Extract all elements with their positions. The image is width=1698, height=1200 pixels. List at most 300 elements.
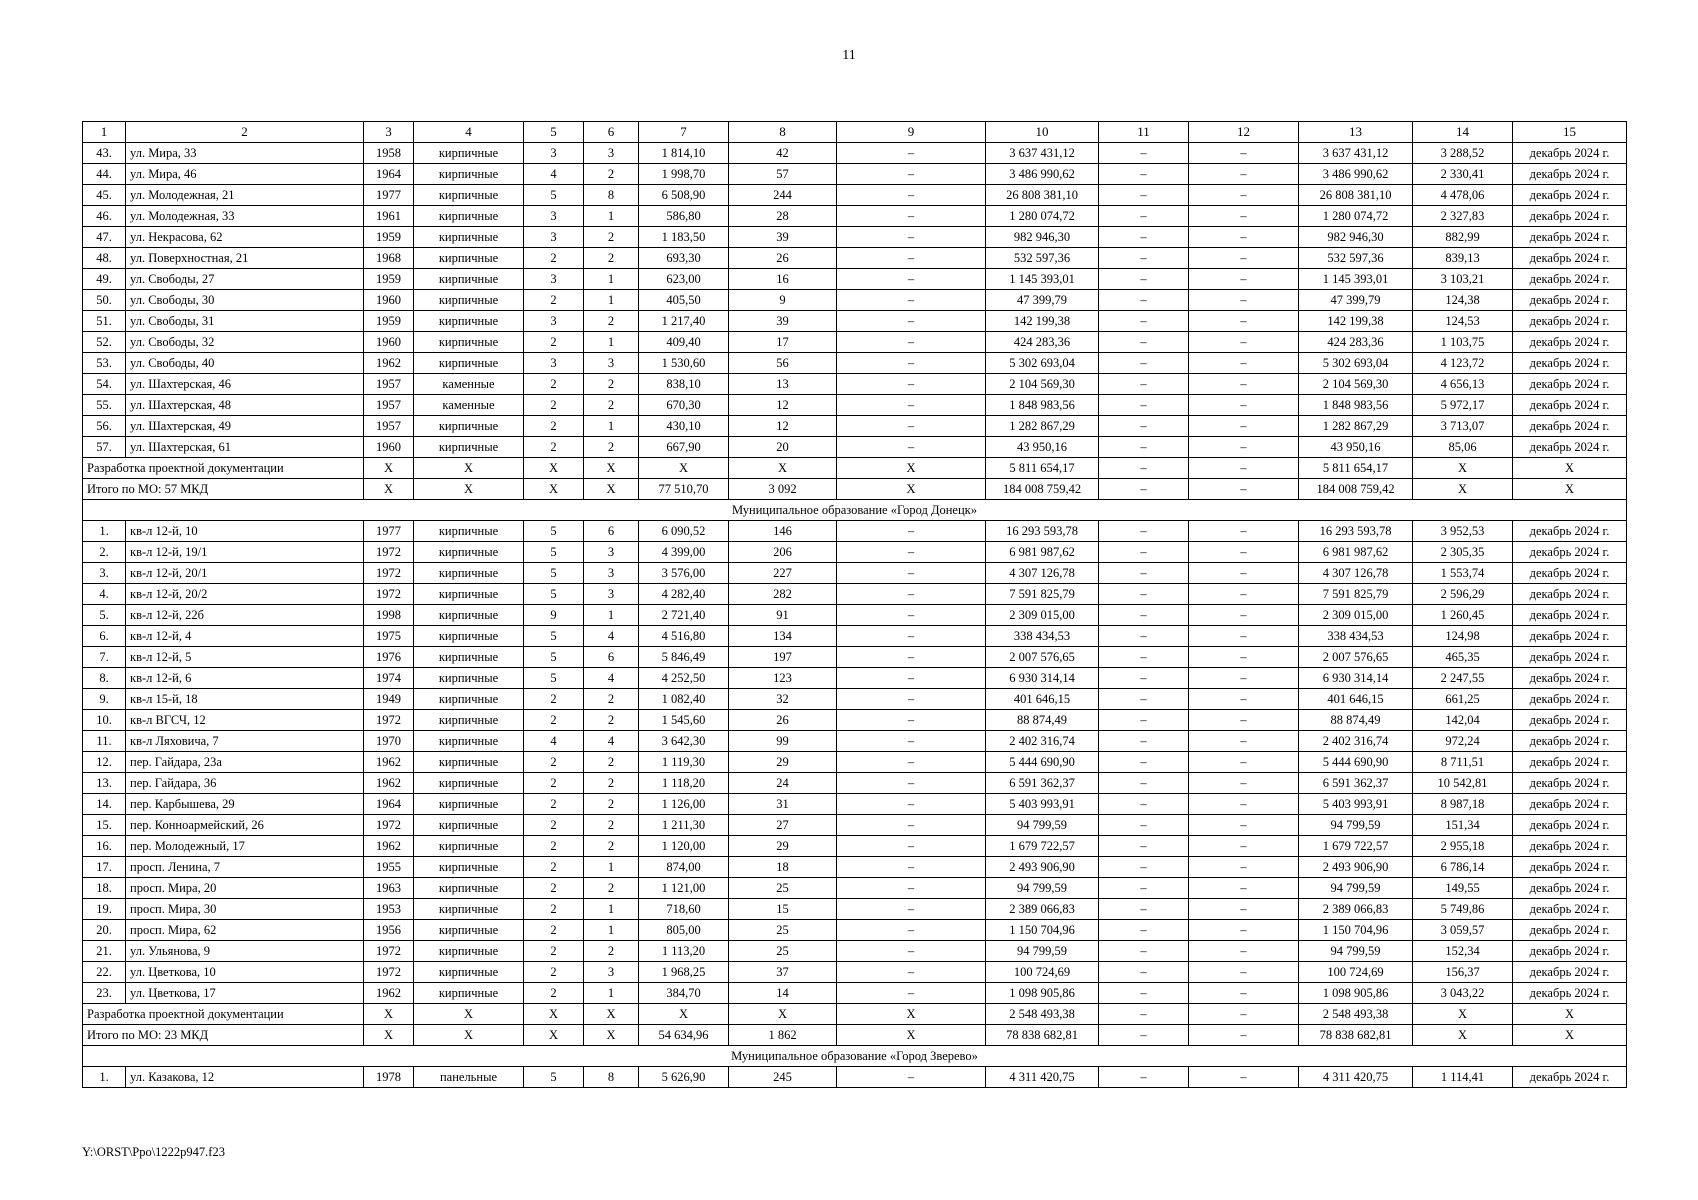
table-cell: 8	[584, 185, 639, 206]
table-cell: 42	[729, 143, 837, 164]
table-cell: 5 626,90	[639, 1067, 729, 1088]
column-header: 2	[126, 122, 364, 143]
table-cell: –	[1099, 395, 1189, 416]
row-number: 23.	[83, 983, 126, 1004]
table-row	[83, 815, 1627, 836]
table-cell: 1972	[364, 941, 414, 962]
table-cell: 85,06	[1413, 437, 1513, 458]
table-cell: –	[1189, 374, 1299, 395]
summary-cell: X	[364, 479, 414, 500]
table-cell: 2	[524, 773, 584, 794]
address-cell: ул. Мира, 33	[126, 143, 364, 164]
table-cell: 7 591 825,79	[986, 584, 1099, 605]
table-cell: 2	[524, 836, 584, 857]
table-cell: 1 217,40	[639, 311, 729, 332]
table-cell: –	[1099, 248, 1189, 269]
row-number: 13.	[83, 773, 126, 794]
table-cell: 16 293 593,78	[986, 521, 1099, 542]
table-cell: –	[837, 941, 986, 962]
table-cell: 3	[584, 353, 639, 374]
column-header: 1	[83, 122, 126, 143]
table-cell: 338 434,53	[986, 626, 1099, 647]
table-row	[83, 248, 1627, 269]
column-header-row	[83, 122, 1627, 143]
row-number: 17.	[83, 857, 126, 878]
table-cell: декабрь 2024 г.	[1513, 941, 1627, 962]
summary-cell: X	[584, 458, 639, 479]
table-cell: –	[1189, 647, 1299, 668]
table-cell: декабрь 2024 г.	[1513, 626, 1627, 647]
table-cell: 28	[729, 206, 837, 227]
table-cell: 17	[729, 332, 837, 353]
row-number: 49.	[83, 269, 126, 290]
table-cell: декабрь 2024 г.	[1513, 584, 1627, 605]
address-cell: ул. Шахтерская, 46	[126, 374, 364, 395]
table-cell: –	[1189, 437, 1299, 458]
table-cell: 693,30	[639, 248, 729, 269]
table-cell: –	[837, 962, 986, 983]
address-cell: кв-л ВГСЧ, 12	[126, 710, 364, 731]
table-cell: 5 302 693,04	[986, 353, 1099, 374]
table-cell: декабрь 2024 г.	[1513, 269, 1627, 290]
table-cell: 2	[524, 815, 584, 836]
summary-cell: X	[1513, 1004, 1627, 1025]
table-cell: 3 486 990,62	[1299, 164, 1413, 185]
address-cell: кв-л 15-й, 18	[126, 689, 364, 710]
table-cell: –	[1189, 395, 1299, 416]
table-cell: 29	[729, 752, 837, 773]
table-cell: 1972	[364, 815, 414, 836]
summary-cell: X	[837, 1004, 986, 1025]
table-cell: –	[837, 395, 986, 416]
table-cell: 1957	[364, 395, 414, 416]
table-cell: 1	[584, 857, 639, 878]
column-header: 14	[1413, 122, 1513, 143]
address-cell: ул. Ульянова, 9	[126, 941, 364, 962]
table-cell: 2	[584, 248, 639, 269]
summary-cell: –	[1099, 1025, 1189, 1046]
table-cell: 1962	[364, 836, 414, 857]
column-header: 11	[1099, 122, 1189, 143]
summary-cell: –	[1189, 479, 1299, 500]
table-cell: декабрь 2024 г.	[1513, 794, 1627, 815]
table-cell: 1968	[364, 248, 414, 269]
address-cell: ул. Свободы, 30	[126, 290, 364, 311]
table-cell: 1	[584, 269, 639, 290]
table-cell: –	[1099, 185, 1189, 206]
table-cell: 2	[524, 899, 584, 920]
table-cell: кирпичные	[414, 899, 524, 920]
table-cell: –	[1099, 878, 1189, 899]
row-number: 44.	[83, 164, 126, 185]
address-cell: просп. Мира, 30	[126, 899, 364, 920]
table-cell: 47 399,79	[1299, 290, 1413, 311]
table-cell: 1 183,50	[639, 227, 729, 248]
table-cell: 3 486 990,62	[986, 164, 1099, 185]
table-cell: 43 950,16	[1299, 437, 1413, 458]
table-cell: –	[837, 227, 986, 248]
table-cell: 134	[729, 626, 837, 647]
table-cell: 2	[524, 710, 584, 731]
table-cell: 4 399,00	[639, 542, 729, 563]
table-row	[83, 983, 1627, 1004]
table-cell: декабрь 2024 г.	[1513, 689, 1627, 710]
table-cell: 5 302 693,04	[1299, 353, 1413, 374]
table-cell: 1956	[364, 920, 414, 941]
table-cell: 623,00	[639, 269, 729, 290]
table-cell: 2 247,55	[1413, 668, 1513, 689]
row-number: 4.	[83, 584, 126, 605]
table-cell: 1955	[364, 857, 414, 878]
table-cell: 1962	[364, 752, 414, 773]
row-number: 56.	[83, 416, 126, 437]
table-cell: –	[1189, 752, 1299, 773]
table-cell: 5 403 993,91	[986, 794, 1099, 815]
table-cell: 2	[524, 962, 584, 983]
municipality-header-row	[83, 500, 1627, 521]
table-cell: декабрь 2024 г.	[1513, 857, 1627, 878]
table-cell: 37	[729, 962, 837, 983]
table-cell: 2	[524, 374, 584, 395]
table-cell: 982 946,30	[1299, 227, 1413, 248]
table-cell: 1	[584, 983, 639, 1004]
address-cell: ул. Цветкова, 17	[126, 983, 364, 1004]
summary-cell: 184 008 759,42	[1299, 479, 1413, 500]
table-cell: кирпичные	[414, 227, 524, 248]
table-cell: 5	[524, 647, 584, 668]
summary-cell: X	[414, 1025, 524, 1046]
table-cell: 5 972,17	[1413, 395, 1513, 416]
table-row	[83, 395, 1627, 416]
summary-cell: X	[524, 1025, 584, 1046]
summary-cell: 5 811 654,17	[986, 458, 1099, 479]
summary-label: Итого по МО: 57 МКД	[83, 479, 364, 500]
table-cell: 2	[584, 437, 639, 458]
table-cell: 3 288,52	[1413, 143, 1513, 164]
table-cell: –	[1189, 710, 1299, 731]
table-cell: 1949	[364, 689, 414, 710]
registry-body	[83, 122, 1627, 1088]
table-cell: 1 150 704,96	[1299, 920, 1413, 941]
table-cell: 2 007 576,65	[986, 647, 1099, 668]
table-cell: 1	[584, 332, 639, 353]
table-cell: –	[1189, 332, 1299, 353]
table-cell: –	[1099, 521, 1189, 542]
table-cell: 94 799,59	[986, 815, 1099, 836]
column-header: 10	[986, 122, 1099, 143]
table-cell: 1 968,25	[639, 962, 729, 983]
table-cell: –	[837, 206, 986, 227]
table-cell: декабрь 2024 г.	[1513, 878, 1627, 899]
table-cell: 149,55	[1413, 878, 1513, 899]
table-cell: декабрь 2024 г.	[1513, 143, 1627, 164]
table-row	[83, 941, 1627, 962]
table-cell: кирпичные	[414, 605, 524, 626]
table-cell: кирпичные	[414, 416, 524, 437]
table-cell: 2	[524, 248, 584, 269]
table-cell: декабрь 2024 г.	[1513, 542, 1627, 563]
table-cell: 29	[729, 836, 837, 857]
table-cell: 874,00	[639, 857, 729, 878]
summary-cell: 78 838 682,81	[986, 1025, 1099, 1046]
table-cell: 2 104 569,30	[1299, 374, 1413, 395]
table-row	[83, 143, 1627, 164]
table-cell: 3	[584, 143, 639, 164]
table-cell: –	[1099, 542, 1189, 563]
table-cell: 12	[729, 395, 837, 416]
table-cell: декабрь 2024 г.	[1513, 164, 1627, 185]
table-cell: 661,25	[1413, 689, 1513, 710]
summary-cell: 2 548 493,38	[1299, 1004, 1413, 1025]
table-cell: 1	[584, 416, 639, 437]
table-cell: 8	[584, 1067, 639, 1088]
table-cell: кирпичные	[414, 941, 524, 962]
summary-row	[83, 1025, 1627, 1046]
table-cell: 124,98	[1413, 626, 1513, 647]
table-cell: 2 327,83	[1413, 206, 1513, 227]
table-cell: 2 305,35	[1413, 542, 1513, 563]
table-row	[83, 836, 1627, 857]
page-number: 11	[842, 48, 856, 63]
table-cell: кирпичные	[414, 248, 524, 269]
table-cell: 1964	[364, 164, 414, 185]
table-cell: кирпичные	[414, 857, 524, 878]
table-cell: 1972	[364, 710, 414, 731]
address-cell: пер. Гайдара, 36	[126, 773, 364, 794]
table-cell: –	[1099, 416, 1189, 437]
row-number: 21.	[83, 941, 126, 962]
table-cell: декабрь 2024 г.	[1513, 416, 1627, 437]
table-cell: 94 799,59	[1299, 815, 1413, 836]
row-number: 9.	[83, 689, 126, 710]
table-cell: 3	[584, 563, 639, 584]
column-header: 9	[837, 122, 986, 143]
table-row	[83, 962, 1627, 983]
table-cell: –	[837, 626, 986, 647]
table-cell: 1	[584, 290, 639, 311]
table-cell: –	[1189, 584, 1299, 605]
table-cell: 3 637 431,12	[1299, 143, 1413, 164]
table-row	[83, 542, 1627, 563]
table-cell: 20	[729, 437, 837, 458]
table-cell: –	[1189, 983, 1299, 1004]
table-cell: 99	[729, 731, 837, 752]
table-cell: 14	[729, 983, 837, 1004]
table-cell: 4 282,40	[639, 584, 729, 605]
table-cell: 1 282 867,29	[1299, 416, 1413, 437]
table-cell: 4 311 420,75	[986, 1067, 1099, 1088]
summary-cell: 5 811 654,17	[1299, 458, 1413, 479]
summary-cell: X	[639, 1004, 729, 1025]
table-cell: 94 799,59	[986, 941, 1099, 962]
table-cell: 1977	[364, 521, 414, 542]
table-cell: –	[837, 542, 986, 563]
table-cell: 8 711,51	[1413, 752, 1513, 773]
table-cell: 4 252,50	[639, 668, 729, 689]
table-cell: –	[837, 332, 986, 353]
summary-cell: X	[1413, 1025, 1513, 1046]
table-cell: 1970	[364, 731, 414, 752]
table-cell: 1 126,00	[639, 794, 729, 815]
table-cell: 1 280 074,72	[1299, 206, 1413, 227]
table-cell: 1972	[364, 563, 414, 584]
summary-cell: X	[837, 1025, 986, 1046]
address-cell: ул. Шахтерская, 48	[126, 395, 364, 416]
table-cell: 1 145 393,01	[1299, 269, 1413, 290]
table-cell: –	[837, 584, 986, 605]
table-cell: –	[837, 794, 986, 815]
table-cell: 2	[524, 752, 584, 773]
table-cell: кирпичные	[414, 794, 524, 815]
table-cell: 18	[729, 857, 837, 878]
address-cell: ул. Свободы, 27	[126, 269, 364, 290]
table-cell: –	[837, 605, 986, 626]
table-cell: декабрь 2024 г.	[1513, 311, 1627, 332]
summary-cell: X	[837, 458, 986, 479]
table-cell: 24	[729, 773, 837, 794]
row-number: 11.	[83, 731, 126, 752]
table-cell: 1958	[364, 143, 414, 164]
row-number: 47.	[83, 227, 126, 248]
table-cell: 5 403 993,91	[1299, 794, 1413, 815]
housing-registry-table	[82, 121, 1627, 1088]
table-cell: 2	[584, 164, 639, 185]
table-cell: 338 434,53	[1299, 626, 1413, 647]
table-cell: 2	[524, 920, 584, 941]
table-cell: 1 530,60	[639, 353, 729, 374]
table-row	[83, 647, 1627, 668]
table-cell: –	[1189, 521, 1299, 542]
table-cell: 94 799,59	[1299, 878, 1413, 899]
table-cell: 16 293 593,78	[1299, 521, 1413, 542]
table-cell: –	[837, 290, 986, 311]
table-cell: –	[1189, 143, 1299, 164]
table-row	[83, 332, 1627, 353]
table-cell: –	[1099, 332, 1189, 353]
table-cell: декабрь 2024 г.	[1513, 920, 1627, 941]
row-number: 51.	[83, 311, 126, 332]
table-cell: 670,30	[639, 395, 729, 416]
row-number: 5.	[83, 605, 126, 626]
table-cell: 405,50	[639, 290, 729, 311]
table-cell: 88 874,49	[986, 710, 1099, 731]
summary-cell: X	[837, 479, 986, 500]
table-cell: кирпичные	[414, 353, 524, 374]
table-cell: –	[1099, 374, 1189, 395]
address-cell: кв-л Ляховича, 7	[126, 731, 364, 752]
table-cell: –	[1099, 983, 1189, 1004]
table-cell: 3	[524, 311, 584, 332]
table-cell: 3 952,53	[1413, 521, 1513, 542]
address-cell: кв-л 12-й, 19/1	[126, 542, 364, 563]
table-cell: –	[1189, 227, 1299, 248]
row-number: 1.	[83, 1067, 126, 1088]
table-row	[83, 1067, 1627, 1088]
table-cell: –	[1189, 773, 1299, 794]
table-cell: 2	[584, 752, 639, 773]
summary-row	[83, 479, 1627, 500]
table-cell: 6	[584, 647, 639, 668]
table-cell: 4 311 420,75	[1299, 1067, 1413, 1088]
table-cell: 2	[524, 290, 584, 311]
table-cell: 972,24	[1413, 731, 1513, 752]
table-cell: –	[1189, 563, 1299, 584]
table-cell: декабрь 2024 г.	[1513, 899, 1627, 920]
table-cell: –	[837, 563, 986, 584]
row-number: 43.	[83, 143, 126, 164]
table-cell: 1 145 393,01	[986, 269, 1099, 290]
table-cell: –	[1099, 353, 1189, 374]
summary-cell: X	[584, 1004, 639, 1025]
address-cell: ул. Свободы, 31	[126, 311, 364, 332]
table-cell: декабрь 2024 г.	[1513, 227, 1627, 248]
table-cell: 1977	[364, 185, 414, 206]
table-cell: 409,40	[639, 332, 729, 353]
table-cell: кирпичные	[414, 563, 524, 584]
table-cell: 3	[584, 542, 639, 563]
row-number: 14.	[83, 794, 126, 815]
summary-cell: X	[1513, 1025, 1627, 1046]
address-cell: ул. Мира, 46	[126, 164, 364, 185]
column-header: 3	[364, 122, 414, 143]
address-cell: пер. Молодежный, 17	[126, 836, 364, 857]
table-cell: –	[1099, 605, 1189, 626]
municipality-header-row	[83, 1046, 1627, 1067]
address-cell: ул. Шахтерская, 49	[126, 416, 364, 437]
table-cell: декабрь 2024 г.	[1513, 668, 1627, 689]
table-cell: 124,53	[1413, 311, 1513, 332]
table-cell: 2	[584, 878, 639, 899]
table-cell: кирпичные	[414, 269, 524, 290]
summary-cell: –	[1099, 479, 1189, 500]
table-cell: 5 444 690,90	[986, 752, 1099, 773]
table-row	[83, 206, 1627, 227]
table-cell: 1962	[364, 353, 414, 374]
address-cell: кв-л 12-й, 5	[126, 647, 364, 668]
address-cell: кв-л 12-й, 4	[126, 626, 364, 647]
table-cell: 4 307 126,78	[1299, 563, 1413, 584]
table-cell: –	[1099, 731, 1189, 752]
table-cell: декабрь 2024 г.	[1513, 248, 1627, 269]
file-path: Y:\ORST\Ppo\1222p947.f23	[82, 1145, 225, 1159]
table-cell: кирпичные	[414, 521, 524, 542]
table-cell: 2	[584, 227, 639, 248]
row-number: 54.	[83, 374, 126, 395]
table-cell: –	[1189, 920, 1299, 941]
table-cell: 2 402 316,74	[1299, 731, 1413, 752]
table-cell: 282	[729, 584, 837, 605]
table-cell: 1978	[364, 1067, 414, 1088]
table-cell: 2	[524, 395, 584, 416]
table-cell: 1975	[364, 626, 414, 647]
table-cell: 1957	[364, 416, 414, 437]
address-cell: ул. Некрасова, 62	[126, 227, 364, 248]
table-cell: 5 749,86	[1413, 899, 1513, 920]
table-cell: 384,70	[639, 983, 729, 1004]
table-cell: 3	[524, 269, 584, 290]
table-cell: 4	[524, 164, 584, 185]
table-cell: 4	[524, 731, 584, 752]
table-cell: 1972	[364, 584, 414, 605]
table-cell: 206	[729, 542, 837, 563]
table-cell: 2 104 569,30	[986, 374, 1099, 395]
address-cell: просп. Мира, 20	[126, 878, 364, 899]
table-cell: 2 389 066,83	[986, 899, 1099, 920]
table-cell: кирпичные	[414, 815, 524, 836]
table-cell: 2	[524, 437, 584, 458]
table-cell: 1962	[364, 773, 414, 794]
table-cell: –	[1189, 416, 1299, 437]
